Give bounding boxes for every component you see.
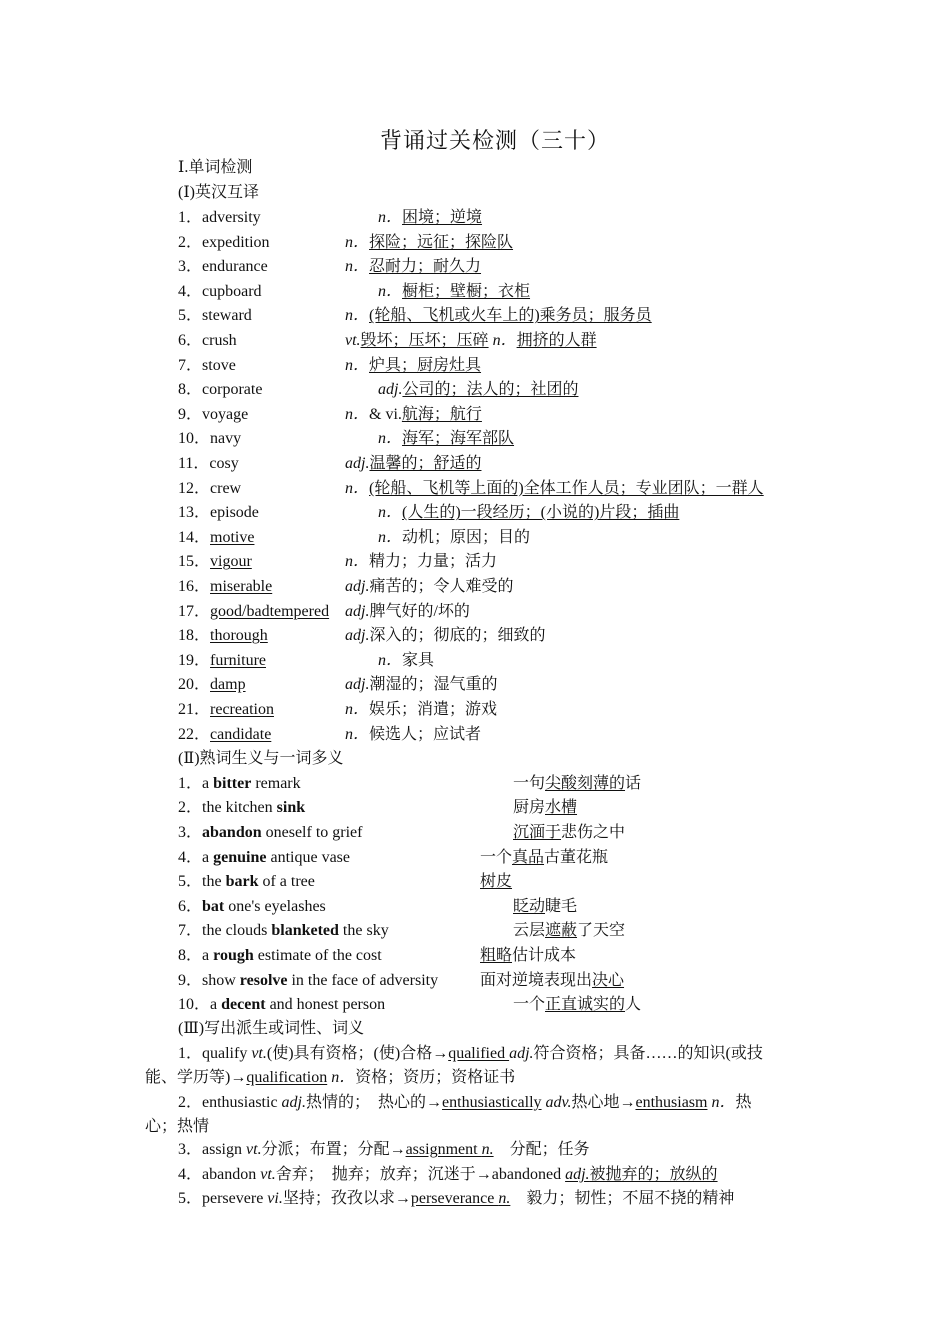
phrase-keyword: sink xyxy=(276,799,306,817)
phrase-pre: a xyxy=(202,947,214,964)
word-entry xyxy=(178,503,259,523)
word-meaning xyxy=(345,331,597,351)
phrase-pre: a xyxy=(210,996,222,1014)
word-meaning xyxy=(345,552,497,572)
part-of-speech: adj. xyxy=(345,676,370,694)
phrase-entry xyxy=(178,897,326,917)
chinese-meaning: 家具 xyxy=(402,651,435,669)
chinese-meaning: 候选人；应试者 xyxy=(369,725,482,743)
chinese-meaning: 深入的；彻底的；细致的 xyxy=(369,627,546,645)
item-number: 1． xyxy=(178,209,203,226)
part-of-speech: adj. xyxy=(345,455,370,472)
word-entry xyxy=(178,233,270,253)
word-entry xyxy=(178,257,268,277)
chinese-meaning: (轮船、飞机等上面的)全体工作人员；专业团队；一群人 xyxy=(369,479,764,497)
translation-post: 话 xyxy=(625,774,642,792)
chinese-meaning: 精力；力量；活力 xyxy=(369,553,498,571)
word-entry xyxy=(178,528,254,548)
word-meaning xyxy=(345,306,652,326)
chinese-meaning: 痛苦的；令人难受的 xyxy=(369,578,514,595)
chinese-meaning: 娱乐；消遣；游戏 xyxy=(369,701,498,718)
part-of-speech: n． xyxy=(378,504,403,522)
chinese-meaning: 潮湿的；湿气重的 xyxy=(369,676,498,694)
translation-post: 悲伤之中 xyxy=(561,824,626,841)
phrase-entry xyxy=(178,946,382,966)
chinese-meaning: 毁坏；压坏；压碎 xyxy=(360,332,489,349)
chinese-meaning: 海军；海军部队 xyxy=(402,430,515,448)
phrase-keyword: blanketed xyxy=(271,922,339,940)
phrase-post: antique vase xyxy=(266,848,350,866)
phrase-entry xyxy=(178,971,438,991)
english-word: thorough xyxy=(210,627,268,645)
part-of-speech: adj. xyxy=(345,627,370,645)
chinese-meaning: 探险；远征；探险队 xyxy=(369,233,514,251)
item-number: 16． xyxy=(178,578,211,595)
part-of-speech: n． xyxy=(345,258,370,276)
phrase-keyword: decent xyxy=(221,996,266,1014)
translation-key: 粗略 xyxy=(480,947,513,964)
phrase-entry xyxy=(178,872,315,892)
phrase-post: and honest person xyxy=(265,996,386,1014)
part-of-speech: n． xyxy=(378,430,403,448)
part-of-speech: n． xyxy=(378,528,403,546)
english-word: miserable xyxy=(210,578,273,595)
word-entry xyxy=(178,700,274,720)
phrase-translation xyxy=(480,946,576,966)
item-number: 12． xyxy=(178,479,211,497)
phrase-entry xyxy=(178,823,362,843)
translation-post: 睫毛 xyxy=(545,897,578,915)
part1-heading: (Ⅰ)英汉互译 xyxy=(178,184,259,201)
word-entry xyxy=(178,380,262,400)
english-word: good/badtempered xyxy=(210,602,330,620)
translation-pre: 一个 xyxy=(480,848,513,866)
english-word: crush xyxy=(202,332,237,349)
word-entry xyxy=(178,675,246,695)
english-word: cosy xyxy=(209,455,239,472)
translation-pre: 面对逆境表现出 xyxy=(480,971,593,989)
phrase-translation xyxy=(480,872,512,892)
chinese-meaning: (轮船、飞机或火车上的)乘务员；服务员 xyxy=(369,307,652,325)
word-meaning xyxy=(345,675,497,695)
derivation-1: 1．qualify vt.(使)具有资格；(使)合格→qualified adj.符合资格；具备……的知识(或技 xyxy=(178,1045,763,1062)
part-of-speech: n． xyxy=(378,209,403,226)
item-number: 19． xyxy=(178,651,211,669)
translation-pre: 一个 xyxy=(513,996,546,1014)
phrase-pre: a xyxy=(202,848,214,866)
chinese-meaning: 橱柜；壁橱；衣柜 xyxy=(402,282,531,300)
item-number: 2． xyxy=(178,799,203,817)
translation-key: 树皮 xyxy=(480,873,513,891)
word-entry xyxy=(178,626,268,646)
english-word: corporate xyxy=(202,381,263,399)
item-number: 5． xyxy=(178,307,203,325)
phrase-pre: a xyxy=(202,774,214,792)
item-number: 14． xyxy=(178,528,211,546)
part-of-speech: n． xyxy=(345,356,370,374)
item-number: 21． xyxy=(178,701,211,718)
english-word: voyage xyxy=(202,405,249,423)
word-meaning xyxy=(378,651,434,671)
phrase-translation xyxy=(513,897,577,917)
translation-post: 人 xyxy=(625,996,642,1014)
translation-post: 古董花瓶 xyxy=(544,848,609,866)
chinese-meaning: 困境；逆境 xyxy=(402,209,483,226)
phrase-entry xyxy=(178,995,385,1015)
phrase-post: one's eyelashes xyxy=(224,897,326,915)
item-number: 20． xyxy=(178,676,211,694)
item-number: 4． xyxy=(178,282,203,300)
english-word: endurance xyxy=(202,258,268,276)
english-word: crew xyxy=(210,479,242,497)
translation-key: 沉湎于 xyxy=(513,824,562,841)
part-of-speech: adj. xyxy=(378,381,403,399)
phrase-post: oneself to grief xyxy=(261,824,363,841)
derivation-2: 2．enthusiastic adj.热情的； 热心的→enthusiastically adv.热心地→enthusiasm n．热 xyxy=(178,1094,752,1111)
derivation-4: 4．abandon vt.舍弃； 抛弃；放弃；沉迷于→abandoned adj.被抛弃的；放纵的 xyxy=(178,1166,718,1183)
phrase-keyword: genuine xyxy=(213,848,267,866)
phrase-keyword: resolve xyxy=(239,971,288,989)
phrase-entry xyxy=(178,921,389,941)
chinese-meaning-extra: 拥挤的人群 xyxy=(516,332,597,349)
part-of-speech: n． xyxy=(378,651,403,669)
part3-heading: (Ⅲ)写出派生或词性、词义 xyxy=(178,1020,365,1037)
chinese-meaning: 动机；原因；目的 xyxy=(402,528,531,546)
word-meaning xyxy=(378,208,482,228)
english-word: steward xyxy=(202,307,252,325)
phrase-pre: show xyxy=(202,971,240,989)
item-number: 17． xyxy=(178,602,211,620)
translation-key: 遮蔽 xyxy=(545,922,578,940)
phrase-translation xyxy=(513,823,625,843)
word-meaning xyxy=(345,700,497,720)
english-word: damp xyxy=(210,676,246,694)
english-word: vigour xyxy=(210,553,252,571)
item-number: 15． xyxy=(178,553,211,571)
translation-post: 估计成本 xyxy=(512,947,577,964)
english-word: candidate xyxy=(210,725,272,743)
phrase-translation xyxy=(513,798,577,818)
chinese-meaning: 公司的；法人的；社团的 xyxy=(402,381,579,399)
word-entry xyxy=(178,577,272,597)
item-number: 1． xyxy=(178,774,203,792)
word-meaning xyxy=(378,528,530,548)
item-number: 7． xyxy=(178,922,203,940)
item-number: 9． xyxy=(178,405,203,423)
word-meaning xyxy=(345,233,513,253)
translation-post: 了天空 xyxy=(577,922,626,940)
phrase-post: remark xyxy=(251,774,301,792)
phrase-post: of a tree xyxy=(258,873,315,891)
word-entry xyxy=(178,331,237,351)
phrase-post: estimate of the cost xyxy=(253,947,382,964)
english-word: expedition xyxy=(202,233,270,251)
phrase-pre: the kitchen xyxy=(202,799,277,817)
word-meaning xyxy=(345,479,764,499)
word-meaning xyxy=(378,380,578,400)
item-number: 2． xyxy=(178,233,203,251)
word-meaning xyxy=(345,602,470,622)
word-meaning xyxy=(345,626,545,646)
chinese-meaning: (人生的)一段经历；(小说的)片段；插曲 xyxy=(402,504,680,522)
word-entry xyxy=(178,651,266,671)
word-meaning xyxy=(345,577,513,597)
page-title: 背诵过关检测（三十） xyxy=(379,128,610,153)
translation-key: 水槽 xyxy=(545,799,578,817)
word-meaning xyxy=(378,503,679,523)
derivation-2-cont: 心；热情 xyxy=(145,1118,210,1135)
part-of-speech: n． xyxy=(345,553,370,571)
part2-heading: (Ⅱ)熟词生义与一词多义 xyxy=(178,750,344,768)
english-word: stove xyxy=(202,356,236,374)
section-heading: Ⅰ.单词检测 xyxy=(178,159,253,176)
item-number: 9． xyxy=(178,971,203,989)
derivation-1-cont: 能、学历等)→qualification n．资格；资历；资格证书 xyxy=(145,1069,516,1086)
phrase-entry xyxy=(178,798,305,818)
chinese-meaning: 忍耐力；耐久力 xyxy=(369,258,482,276)
english-word: navy xyxy=(210,430,242,448)
phrase-translation xyxy=(480,971,624,991)
word-entry xyxy=(178,725,271,745)
item-number: 3． xyxy=(178,824,203,841)
derivation-3: 3．assign vt.分派；布置；分配→assignment n. 分配；任务 xyxy=(178,1141,590,1158)
phrase-post: the sky xyxy=(338,922,389,940)
part-of-speech: vt. xyxy=(345,332,361,349)
word-entry xyxy=(178,208,261,228)
phrase-translation xyxy=(513,995,641,1015)
word-entry xyxy=(178,405,248,425)
phrase-pre: the clouds xyxy=(202,922,272,940)
part-of-speech: n． xyxy=(345,307,370,325)
derivation-5: 5．persevere vi.坚持；孜孜以求→perseverance n. 毅力；韧性；不屈不挠的精神 xyxy=(178,1190,735,1207)
phrase-entry xyxy=(178,848,350,868)
english-word: recreation xyxy=(210,701,274,718)
word-meaning xyxy=(378,282,530,302)
phrase-entry xyxy=(178,774,301,794)
word-entry xyxy=(178,429,241,449)
word-meaning xyxy=(345,257,481,277)
chinese-meaning: 航海；航行 xyxy=(401,405,482,423)
word-meaning xyxy=(345,454,481,474)
part-of-speech-extra: n． xyxy=(492,332,517,349)
item-number: 5． xyxy=(178,873,203,891)
item-number: 3． xyxy=(178,258,203,276)
english-word: furniture xyxy=(210,651,266,669)
item-number: 11． xyxy=(178,455,210,472)
word-entry xyxy=(178,306,252,326)
english-word: adversity xyxy=(202,209,261,226)
word-entry xyxy=(178,454,239,474)
translation-pre: 一句 xyxy=(513,774,546,792)
phrase-keyword: bitter xyxy=(213,774,252,792)
item-number: 6． xyxy=(178,332,203,349)
part-of-speech: n． xyxy=(345,701,370,718)
item-number: 4． xyxy=(178,848,203,866)
word-entry xyxy=(178,282,262,302)
phrase-keyword: bark xyxy=(225,873,259,891)
phrase-pre: the xyxy=(202,873,226,891)
word-entry xyxy=(178,356,236,376)
word-meaning xyxy=(345,405,482,425)
item-number: 6． xyxy=(178,897,203,915)
translation-key: 正直诚实的 xyxy=(545,996,626,1014)
phrase-translation xyxy=(480,848,608,868)
item-number: 8． xyxy=(178,947,203,964)
phrase-keyword: abandon xyxy=(202,824,262,841)
part-of-speech: adj. xyxy=(345,602,370,620)
translation-key: 尖酸刻薄的 xyxy=(545,774,626,792)
word-meaning xyxy=(345,725,481,745)
item-number: 10． xyxy=(178,430,211,448)
part-of-speech: n． xyxy=(345,405,370,423)
item-number: 8． xyxy=(178,381,203,399)
word-meaning xyxy=(345,356,481,376)
chinese-meaning: 炉具；厨房灶具 xyxy=(369,356,482,374)
english-word: episode xyxy=(210,504,259,522)
translation-pre: 厨房 xyxy=(513,799,546,817)
word-entry xyxy=(178,602,329,622)
phrase-post: in the face of adversity xyxy=(287,971,439,989)
word-entry xyxy=(178,479,241,499)
part-of-speech: n． xyxy=(345,725,370,743)
part-of-speech: n． xyxy=(345,233,370,251)
part-of-speech: adj. xyxy=(345,578,370,595)
english-word: cupboard xyxy=(202,282,262,300)
item-number: 13． xyxy=(178,504,211,522)
translation-key: 决心 xyxy=(592,971,625,989)
chinese-meaning: 温馨的；舒适的 xyxy=(369,455,482,472)
word-entry xyxy=(178,552,252,572)
word-meaning xyxy=(378,429,514,449)
part-of-speech: n． xyxy=(345,479,370,497)
item-number: 18． xyxy=(178,627,211,645)
translation-key: 眨动 xyxy=(513,897,546,915)
part-of-speech-2: & vi. xyxy=(369,405,402,423)
item-number: 22． xyxy=(178,725,211,743)
phrase-keyword: bat xyxy=(202,897,225,915)
phrase-translation xyxy=(513,774,641,794)
translation-key: 真品 xyxy=(512,848,545,866)
item-number: 7． xyxy=(178,356,203,374)
item-number: 10． xyxy=(178,996,211,1014)
phrase-translation xyxy=(513,921,625,941)
part-of-speech: n． xyxy=(378,282,403,300)
chinese-meaning: 脾气好的/坏的 xyxy=(369,602,470,620)
translation-pre: 云层 xyxy=(513,922,546,940)
phrase-keyword: rough xyxy=(213,947,254,964)
english-word: motive xyxy=(210,528,255,546)
